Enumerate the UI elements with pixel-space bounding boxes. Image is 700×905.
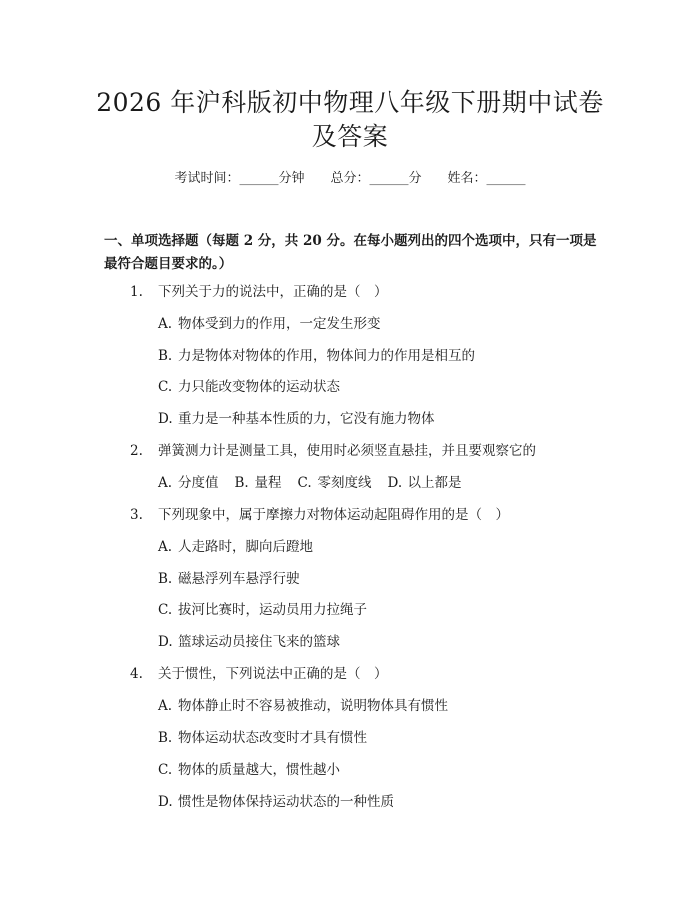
question-3 <box>130 505 509 525</box>
option-letter: B. <box>158 348 173 364</box>
option-letter: A. <box>158 475 173 491</box>
exam-time-field: 考试时间：______分钟 <box>174 171 305 186</box>
option-text: 篮球运动员接住飞来的篮球 <box>178 634 340 650</box>
option-text: 物体运动状态改变时才具有惯性 <box>178 730 367 746</box>
question-number: 3. <box>130 507 143 523</box>
question-1-option-d <box>158 409 435 429</box>
question-2-option-d <box>388 473 462 493</box>
question-stem: 下列关于力的说法中，正确的是（ ） <box>158 284 388 300</box>
option-letter: B. <box>234 475 249 491</box>
question-4-option-c <box>158 760 340 780</box>
option-letter: B. <box>158 571 173 587</box>
question-3-option-b <box>158 569 300 589</box>
option-letter: C. <box>158 762 173 778</box>
option-text: 物体的质量越大，惯性越小 <box>178 762 340 778</box>
question-4-option-a <box>158 696 448 716</box>
question-3-option-a <box>158 537 313 557</box>
option-text: 分度值 <box>178 475 219 491</box>
question-1-option-b <box>158 346 475 366</box>
question-stem: 关于惯性，下列说法中正确的是（ ） <box>158 666 388 682</box>
question-4-option-b <box>158 728 367 748</box>
question-3-option-d <box>158 632 340 652</box>
option-text: 人走路时，脚向后蹬地 <box>178 539 313 555</box>
page-title <box>70 86 630 154</box>
question-2 <box>130 441 536 461</box>
question-2-option-a <box>158 473 219 493</box>
option-text: 力只能改变物体的运动状态 <box>178 379 340 395</box>
option-text: 以上都是 <box>407 475 462 491</box>
option-text: 重力是一种基本性质的力，它没有施力物体 <box>178 411 435 427</box>
option-letter: C. <box>158 602 173 618</box>
option-letter: A. <box>158 698 173 714</box>
option-text: 量程 <box>254 475 282 491</box>
option-letter: D. <box>158 411 173 427</box>
option-letter: C. <box>297 475 312 491</box>
option-letter: C. <box>158 379 173 395</box>
total-score-field: 总分：______分 <box>330 171 422 186</box>
option-text: 拔河比赛时，运动员用力拉绳子 <box>178 602 367 618</box>
question-stem: 下列现象中，属于摩擦力对物体运动起阻碍作用的是（ ） <box>158 507 509 523</box>
title-line-2: 及答案 <box>311 122 389 151</box>
option-letter: D. <box>158 634 173 650</box>
student-name-field: 姓名：______ <box>447 171 526 186</box>
option-letter: D. <box>158 794 173 810</box>
question-1-option-c <box>158 377 340 397</box>
option-text: 力是物体对物体的作用，物体间力的作用是相互的 <box>178 348 475 364</box>
question-4-option-d <box>158 792 394 812</box>
option-letter: A. <box>158 539 173 555</box>
option-text: 零刻度线 <box>317 475 372 491</box>
question-3-option-c <box>158 600 367 620</box>
question-4 <box>130 664 388 684</box>
option-letter: B. <box>158 730 173 746</box>
section-heading: 一、单项选择题（每题 2 分，共 20 分。在每小题列出的四个选项中，只有一项是最符合题目要求的。） <box>104 233 597 272</box>
option-text: 物体静止时不容易被推动，说明物体具有惯性 <box>178 698 448 714</box>
option-letter: D. <box>387 475 403 491</box>
question-2-option-b <box>235 473 282 493</box>
option-letter: A. <box>158 316 173 332</box>
question-2-option-c <box>298 473 372 493</box>
question-number: 2. <box>130 443 143 459</box>
question-1-option-a <box>158 314 381 334</box>
title-line-1: 2026 年沪科版初中物理八年级下册期中试卷 <box>96 88 604 117</box>
question-number: 4. <box>130 666 143 682</box>
exam-meta <box>0 169 700 189</box>
question-2-options <box>158 473 478 493</box>
question-number: 1. <box>130 284 143 300</box>
question-stem: 弹簧测力计是测量工具，使用时必须竖直悬挂，并且要观察它的 <box>158 443 536 459</box>
question-1 <box>130 282 388 302</box>
option-text: 磁悬浮列车悬浮行驶 <box>178 571 300 587</box>
option-text: 惯性是物体保持运动状态的一种性质 <box>178 794 394 810</box>
option-text: 物体受到力的作用，一定发生形变 <box>178 316 381 332</box>
